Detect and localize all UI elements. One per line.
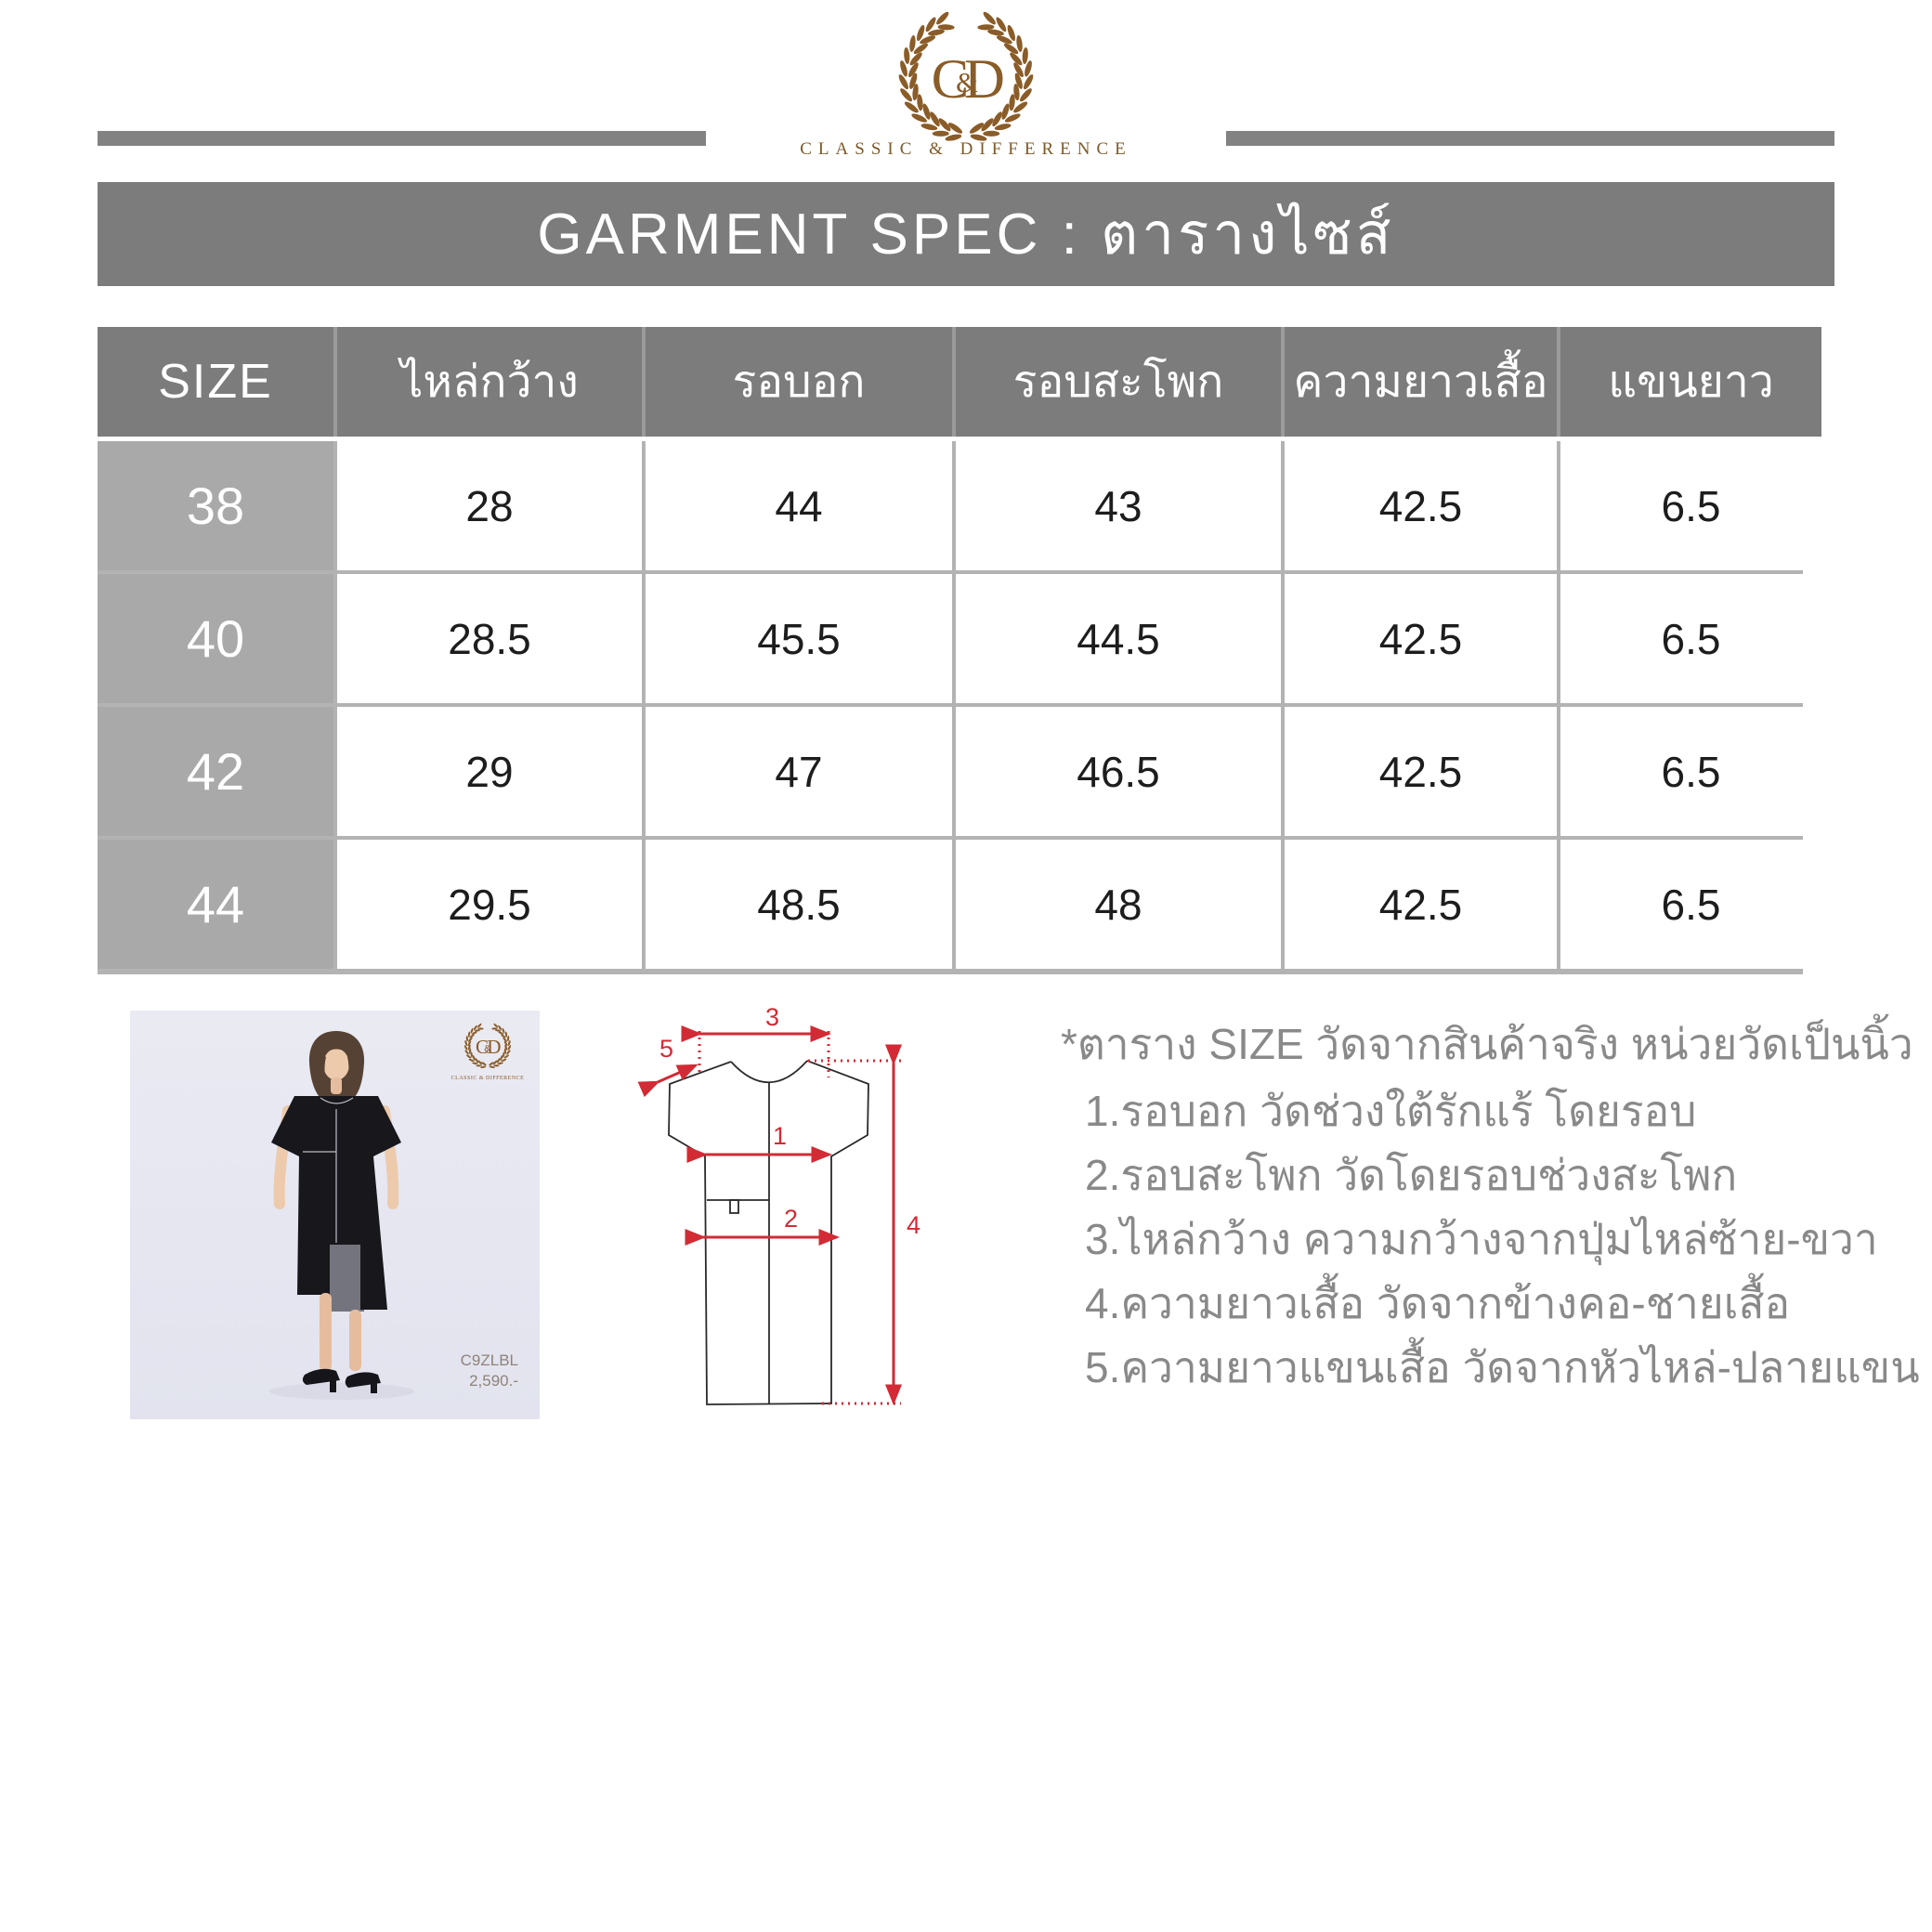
value-cell: 42.5 (1285, 574, 1557, 703)
size-cell: 42 (98, 707, 333, 836)
measure-arrows (658, 1031, 901, 1403)
header-divider-right (1226, 131, 1834, 146)
size-table-header (98, 327, 1803, 437)
value-cell: 44.5 (956, 574, 1281, 703)
value-cell: 42.5 (1285, 707, 1557, 836)
diagram-label-hip: 2 (784, 1205, 799, 1233)
page-title: GARMENT SPEC : ตารางไซส์ (537, 202, 1395, 267)
title-bar (98, 182, 1834, 286)
product-photo (130, 1011, 540, 1419)
floor-shadow (269, 1383, 414, 1400)
value-cell: 29.5 (337, 840, 642, 969)
column-header-sleeve: แขนยาว (1560, 327, 1821, 437)
value-cell: 6.5 (1560, 707, 1821, 836)
size-cell: 38 (98, 441, 333, 570)
value-cell: 42.5 (1285, 840, 1557, 969)
value-cell: 6.5 (1560, 441, 1821, 570)
photo-brand-tagline: CLASSIC & DIFFERENCE (450, 1076, 525, 1081)
value-cell: 6.5 (1560, 574, 1821, 703)
value-cell: 46.5 (956, 707, 1281, 836)
value-cell: 42.5 (1285, 441, 1557, 570)
value-cell: 47 (646, 707, 952, 836)
dress-outline (669, 1061, 868, 1404)
note-item: 5.ความยาวแขนเสื้อ วัดจากหัวไหล่-ปลายแขน (1085, 1343, 1920, 1391)
column-header-hip: รอบสะโพก (956, 327, 1281, 437)
note-item: 2.รอบสะโพก วัดโดยรอบช่วงสะโพก (1085, 1151, 1738, 1199)
value-cell: 28.5 (337, 574, 642, 703)
header-divider-left (98, 131, 706, 146)
value-cell: 48.5 (646, 840, 952, 969)
value-cell: 45.5 (646, 574, 952, 703)
size-cell: 44 (98, 840, 333, 969)
measurement-notes (1061, 1020, 1920, 1391)
value-cell: 43 (956, 441, 1281, 570)
product-code: C9ZLBL (460, 1351, 518, 1369)
diagram-label-sleeve: 5 (659, 1035, 674, 1063)
column-header-chest: รอบอก (646, 327, 952, 437)
diagram-label-chest: 1 (773, 1122, 788, 1150)
product-price: 2,590.- (469, 1372, 518, 1390)
column-header-shoulder: ไหล่กว้าง (337, 327, 642, 437)
brand-tagline: CLASSIC & DIFFERENCE (800, 139, 1132, 159)
value-cell: 44 (646, 441, 952, 570)
size-table (98, 327, 1803, 974)
measurement-diagram (594, 1003, 985, 1468)
value-cell: 48 (956, 840, 1281, 969)
value-cell: 29 (337, 707, 642, 836)
column-header-size: SIZE (98, 327, 333, 437)
size-table-body (98, 441, 1803, 974)
note-item: 4.ความยาวเสื้อ วัดจากข้างคอ-ชายเสื้อ (1085, 1279, 1791, 1327)
notes-intro: *ตาราง SIZE วัดจากสินค้าจริง หน่วยวัดเป็นนิ้ว (1061, 1020, 1913, 1068)
brand-logo (878, 7, 1054, 149)
diagram-label-shoulder: 3 (765, 1003, 780, 1031)
note-item: 1.รอบอก วัดช่วงใต้รักแร้ โดยรอบ (1085, 1087, 1697, 1135)
column-header-length: ความยาวเสื้อ (1285, 327, 1557, 437)
diagram-label-length: 4 (907, 1211, 921, 1239)
value-cell: 6.5 (1560, 840, 1821, 969)
size-cell: 40 (98, 574, 333, 703)
note-item: 3.ไหล่กว้าง ความกว้างจากปุ่มไหล่ซ้าย-ขวา (1085, 1215, 1878, 1263)
value-cell: 28 (337, 441, 642, 570)
